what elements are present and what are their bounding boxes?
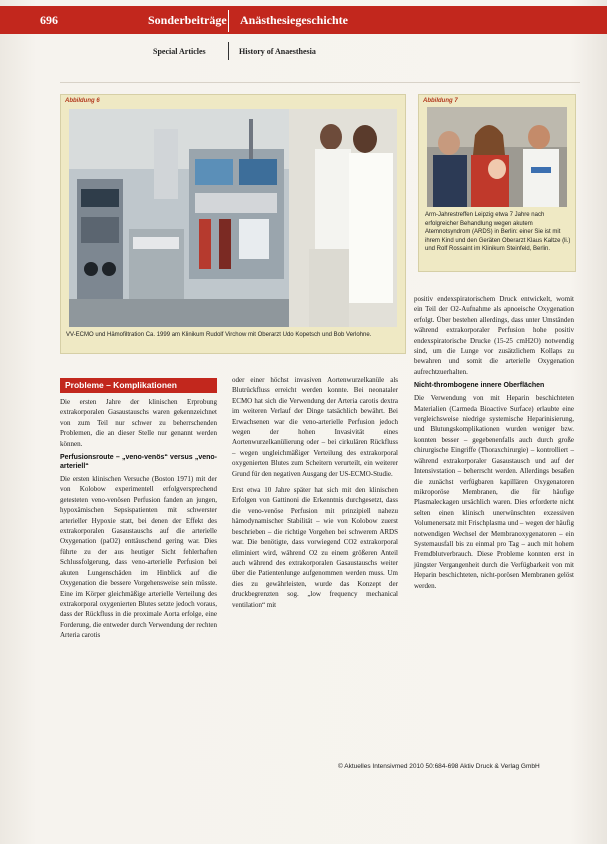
- header-divider: [228, 10, 229, 32]
- text-column-2: [232, 375, 398, 610]
- col3-paragraph-1: positiv endexspiratorischem Druck entwickelt, womit ein Teil der O2-Aufnahme als apnoeische Oxygenation erfolgt. Über bestehen allerdings, dass unter Umständen während extrakorporaler Perfusion hohe positiv endexspiratorische Drucke (15-25 cmH2O) notwendig sind, um die Lunge vor zusätzlichem Kollaps zu bewahren und somit die arterielle Oxygenation aufrechtzuerhalten.: [414, 295, 574, 376]
- col2-paragraph-1: oder einer höchst invasiven Aortenwurzelkanüle als Blutrückfluss erreicht werden konnte. Bei neonataler ECMO hat sich die Verwendung der Arteria carotis dextra im weiteren Verlauf der Dinge tatsächlich bewährt. Bei Erwachsenen war die veno-arterielle Perfusion jedoch wegen der hohen Invasivität eines Aortenwurzelkanülierung oder – bei cirkulären Rückfluss – wegen ungleichmäßiger Verteilung des extrakorporal oxygenierten Blutes zum Scheitern verurteilt, ein weiterer Grund für den negativen Ausgang der US-ECMO-Studie.: [232, 376, 398, 478]
- col2-paragraph-2: Erst etwa 10 Jahre später hat sich mit den klinischen Erfolgen von Gattinoni die Erkenntnis durchgesetzt, dass die veno-venöse Perfusion mit prinzipiell nahezu hämodynamischer Stabilität – wie von Kolobow zuerst beschrieben – die richtige Vorgehen bei schwerem ARDS war. Die benötigte, dass vorwiegend CO2 extrakorporal eliminiert wird, während O2 zu einem größeren Anteil auch während des extrakorporalen Gasaustauschs weiter über die Patientenlunge aufgenommen werden muss. Um dies zu gewährleisten, wurde das Konzept der druckbegrenzten sog. „low frequency mechanical ventilation“ mit: [232, 486, 398, 609]
- section-title-de: Sonderbeiträge: [148, 13, 227, 27]
- section-topic-en: History of Anaesthesia: [239, 47, 316, 56]
- col1-subheading: Perfusionsroute – „veno-venös“ versus „veno-arteriell“: [60, 454, 217, 471]
- col1-paragraph-1: Die ersten Jahre der klinischen Erprobung extrakorporalen Gasaustauschs waren gekennzeichnet von zum Teil nur schwer zu beherrschenden Problemen, die an dieser Stelle nur genannt werden können.: [60, 398, 217, 448]
- figure-6-caption: VV-ECMO und Hämofiltration Ca. 1999 am Klinikum Rudolf Virchow mit Oberarzt Udo Kopetsch und Bob Verlohne.: [66, 332, 372, 338]
- col3-subheading: Nicht-thrombogene innere Oberflächen: [414, 382, 545, 390]
- group-photo-image: [427, 107, 567, 207]
- figure-6: [60, 94, 406, 354]
- figure-7: [418, 94, 576, 272]
- page-number: 696: [40, 13, 58, 27]
- subheader-divider: [228, 42, 229, 60]
- ecmo-machine-image: [69, 109, 397, 327]
- figure-6-photo: [69, 109, 397, 327]
- section-topic-de: Anästhesiegeschichte: [240, 13, 348, 27]
- col3-paragraph-2: Die Verwendung von mit Heparin beschichteten Materialien (Carmeda Bioactive Surface) erlaubte eine vergleichsweise niedrige systemische Heparinisierung, und Blutungskomplikationen wurden weniger bzw. konnten besser – gegebenenfalls auch durch große chirurgische Eingriffe (Thoraxchirurgie) – kontrolliert – während extrakorporaler Gasaustausch und auf der Intensivstation – beherrscht werden. Allerdings besaßen die zunächst verfügbaren kapillären Oxygenatoren mikroporöse Membranen, die für häufige Plasmaleckagen ursächlich waren. Dies erforderte nicht selten einen klinisch unerwünschten exzessiven Volumenersatz mit Frischplasma und – wegen der häufig notwendigen Wechsel der Membranoxygenatoren – ein Systemausfall bis zu einmal pro Tag – auch mit hohem Fremdblutverbrauch. Diese Probleme konnten erst in jüngster Vergangenheit durch die Verfügbarkeit von mit Heparin beschichteten, nicht-porösen Membranen gelöst werden.: [414, 394, 574, 590]
- figure-7-caption: Arm-Jahrestreffen Leipzig etwa 7 Jahre nach erfolgreicher Behandlung wegen akutem Atemnotsyndrom (ARDS) in Berlin: einer Sie ist mit ihrem Kind und den Geräten Oberarzt Klaus Kaltze (li.) und Rolf Rossaint im Klinikum Steinfeld, Berlin.: [425, 212, 571, 252]
- figure-7-label: Abbildung 7: [423, 98, 458, 104]
- col1-paragraph-2: Die ersten klinischen Versuche (Boston 1971) mit der von Kolobow experimentell erfolgversprechend getesteten veno-venösen Perfusion fanden an jungen, hypoxämischen Sepsispatienten mit schwerster arterieller Hypoxie statt, bei denen der Effekt des extrakorporalen Gasaustauschs auf die arterielle Oxygenation (paO2) enttäuschend gering war. Dies führte zu der aus heutiger Sicht fehlerhaften Schlussfolgerung, dass veno-arterielle Perfusion bei akuten Lungenschäden im Hinblick auf die Oxygenation die bessere Vorgehensweise sein müsste. Eine im Körper gleichmäßige arterielle Verteilung des extrakorporal oxygenierten Blutes setzte jedoch voraus, dass der Rückfluss in die proximale Aorta erfolge, eine Forderung, die entweder durch Verwendung der rechten Arteria carotis: [60, 475, 217, 640]
- figure-6-label: Abbildung 6: [65, 98, 100, 104]
- text-column-1: [60, 397, 217, 641]
- section-heading: Probleme – Komplikationen: [60, 378, 217, 393]
- header-bar: [0, 6, 607, 34]
- header-rule: [60, 82, 580, 83]
- text-column-3: [414, 294, 574, 591]
- copyright-footer: © Aktuelles Intensivmed 2010 50:684-698 Aktiv Druck & Verlag GmbH: [338, 763, 540, 770]
- figure-7-photo: [427, 107, 567, 207]
- section-title-en: Special Articles: [153, 47, 206, 56]
